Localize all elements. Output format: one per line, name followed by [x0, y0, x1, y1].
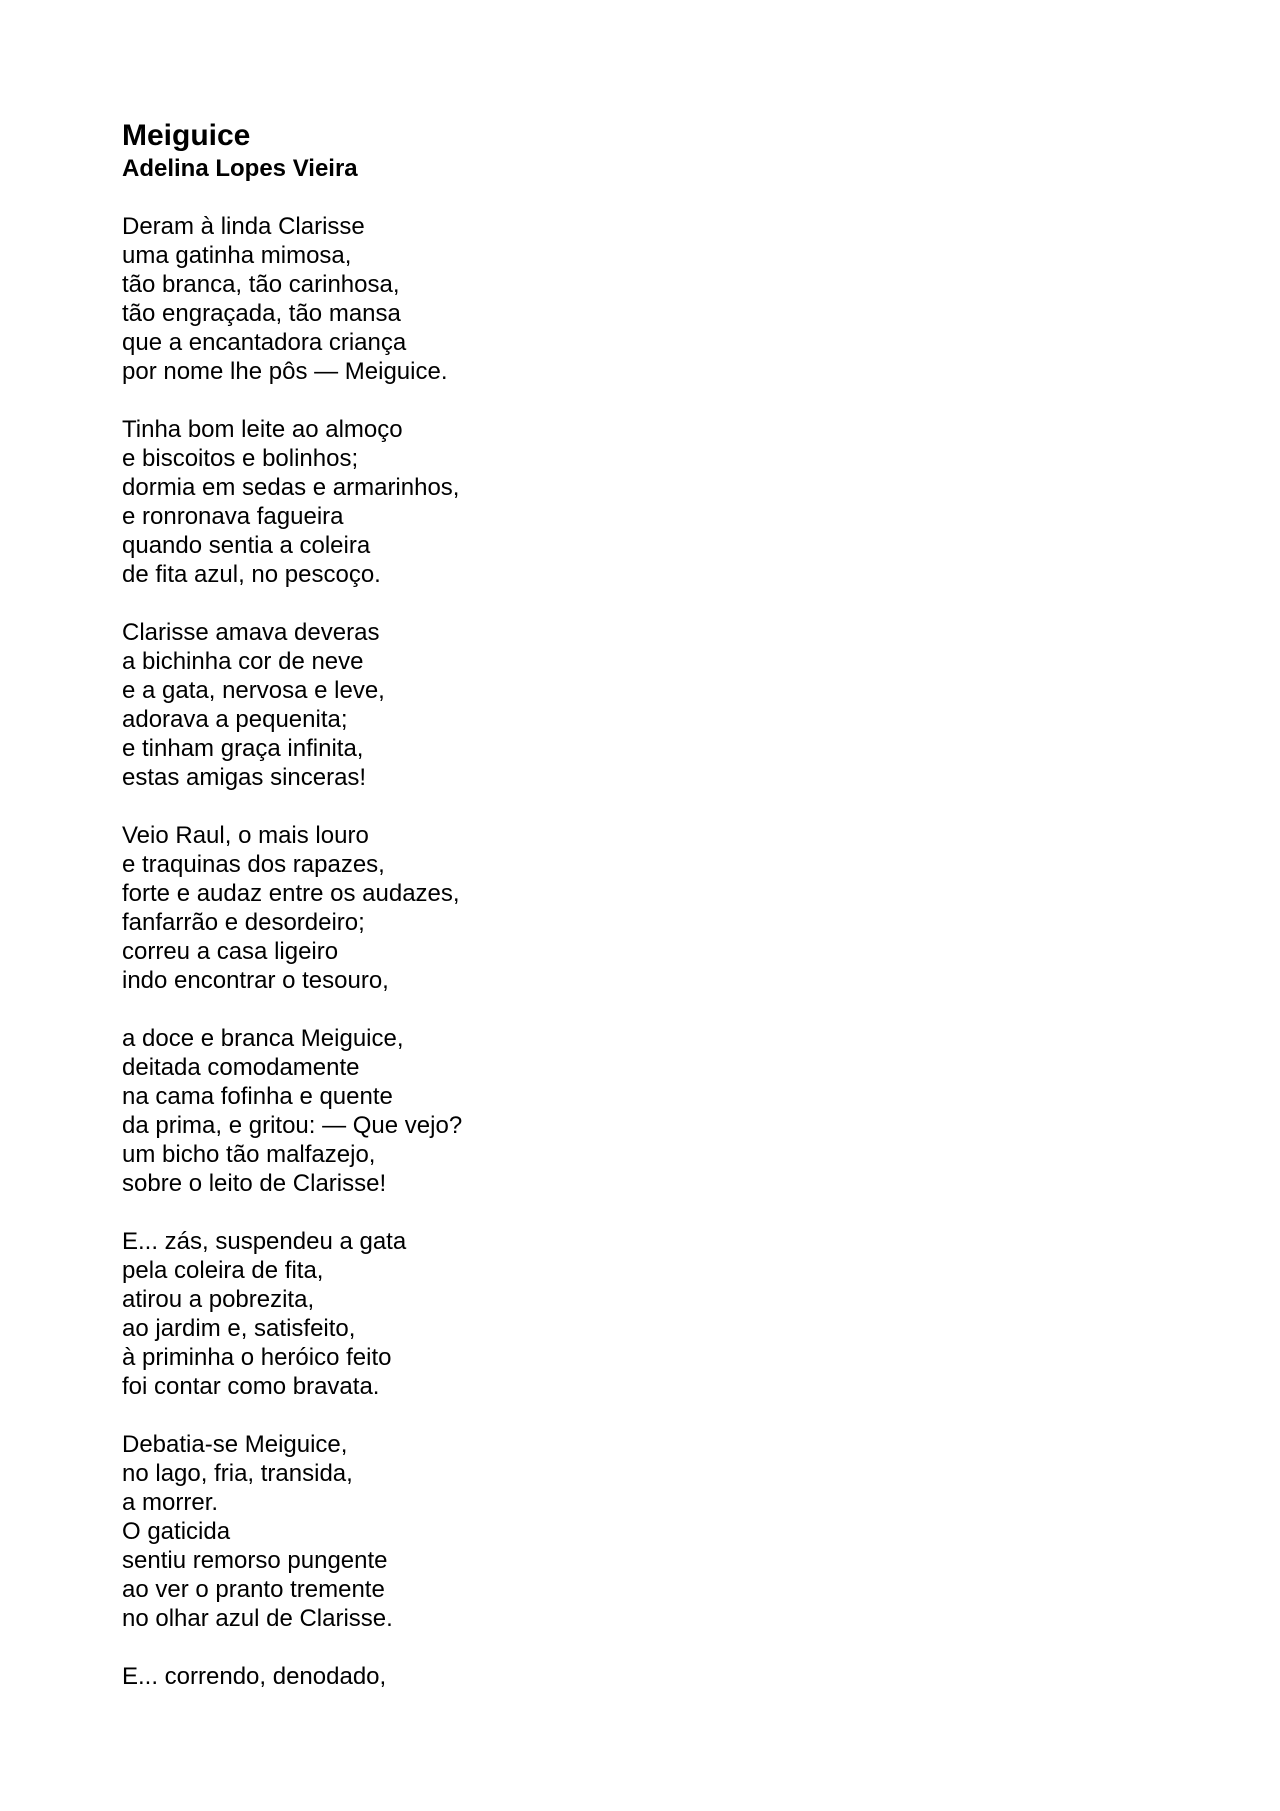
stanza: [122, 1430, 1122, 1633]
stanza: [122, 415, 1122, 589]
poem-line: Deram à linda Clarisse: [122, 213, 365, 240]
poem-line: adorava a pequenita;: [122, 706, 348, 733]
poem-line: sentiu remorso pungente: [122, 1547, 388, 1574]
stanza: [122, 1024, 1122, 1198]
poem-line: e ronronava fagueira: [122, 503, 344, 530]
poem-line: por nome lhe pôs — Meiguice.: [122, 358, 448, 385]
stanza: [122, 821, 1122, 995]
poem-line: Debatia-se Meiguice,: [122, 1431, 348, 1458]
stanza: [122, 1227, 1122, 1401]
poem-line: tão engraçada, tão mansa: [122, 300, 401, 327]
stanza: [122, 1662, 1122, 1691]
poem-line: estas amigas sinceras!: [122, 764, 367, 791]
poem-line: quando sentia a coleira: [122, 532, 371, 559]
poem-line: dormia em sedas e armarinhos,: [122, 474, 460, 501]
poem-line: ao jardim e, satisfeito,: [122, 1315, 356, 1342]
poem-line: a morrer.: [122, 1489, 219, 1516]
poem-line: pela coleira de fita,: [122, 1257, 324, 1284]
poem-line: Veio Raul, o mais louro: [122, 822, 369, 849]
poem-line: tão branca, tão carinhosa,: [122, 271, 400, 298]
poem-line: e tinham graça infinita,: [122, 735, 364, 762]
poem-line: sobre o leito de Clarisse!: [122, 1170, 387, 1197]
poem-line: deitada comodamente: [122, 1054, 360, 1081]
poem-line: a bichinha cor de neve: [122, 648, 364, 675]
poem-line: e a gata, nervosa e leve,: [122, 677, 385, 704]
poem-line: que a encantadora criança: [122, 329, 407, 356]
poem-line: uma gatinha mimosa,: [122, 242, 352, 269]
poem-line: Clarisse amava deveras: [122, 619, 380, 646]
poem-line: E... correndo, denodado,: [122, 1663, 387, 1690]
poem: [122, 118, 1122, 1720]
poem-line: no lago, fria, transida,: [122, 1460, 353, 1487]
poem-line: forte e audaz entre os audazes,: [122, 880, 460, 907]
poem-line: indo encontrar o tesouro,: [122, 967, 389, 994]
poem-title: Meiguice: [122, 119, 251, 152]
poem-line: e biscoitos e bolinhos;: [122, 445, 359, 472]
poem-line: e traquinas dos rapazes,: [122, 851, 385, 878]
stanza: [122, 212, 1122, 386]
poem-line: de fita azul, no pescoço.: [122, 561, 381, 588]
poem-line: Tinha bom leite ao almoço: [122, 416, 403, 443]
stanza: [122, 618, 1122, 792]
poem-line: fanfarrão e desordeiro;: [122, 909, 365, 936]
poem-line: E... zás, suspendeu a gata: [122, 1228, 407, 1255]
poem-line: a doce e branca Meiguice,: [122, 1025, 404, 1052]
poem-line: da prima, e gritou: — Que vejo?: [122, 1112, 463, 1139]
poem-line: atirou a pobrezita,: [122, 1286, 315, 1313]
poem-line: um bicho tão malfazejo,: [122, 1141, 376, 1168]
poem-author: Adelina Lopes Vieira: [122, 155, 358, 182]
poem-line: correu a casa ligeiro: [122, 938, 339, 965]
poem-line: no olhar azul de Clarisse.: [122, 1605, 393, 1632]
poem-line: ao ver o pranto tremente: [122, 1576, 385, 1603]
poem-body: [122, 212, 1122, 1691]
poem-line: O gaticida: [122, 1518, 231, 1545]
poem-line: foi contar como bravata.: [122, 1373, 380, 1400]
poem-line: na cama fofinha e quente: [122, 1083, 393, 1110]
poem-line: à priminha o heróico feito: [122, 1344, 392, 1371]
